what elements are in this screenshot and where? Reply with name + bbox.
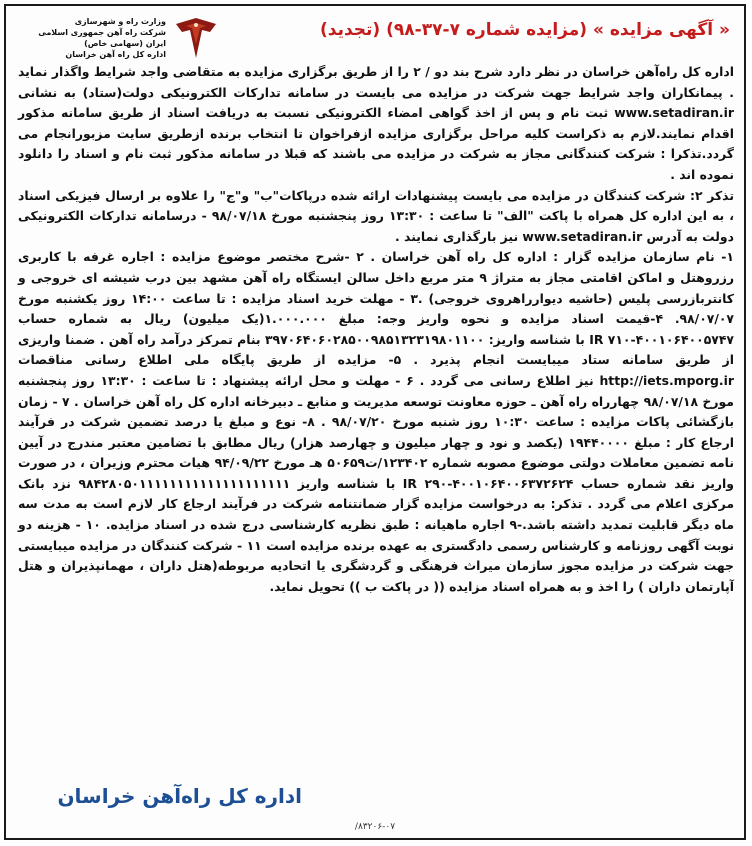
- renewal-label: (تجدید): [320, 20, 381, 40]
- logo-line-2: شرکت راه آهن جمهوری اسلامی ایران (سهامی خاص): [38, 28, 166, 48]
- notice-header: [6, 6, 744, 68]
- logo-line-1: وزارت راه و شهرسازی: [74, 17, 166, 26]
- issuer-signature: اداره کل راه‌آهن خراسان: [57, 784, 302, 808]
- railway-logo: [16, 14, 226, 66]
- reference-code: ۸۳۲۰۶-۰۷/: [354, 822, 396, 832]
- tender-number: (مزایده شماره ۷-۳۷-۹۸): [386, 20, 588, 40]
- notice-title: [320, 20, 730, 40]
- paragraph-note-2: تذکر ۲: شرکت کنندگان در مزایده می بایست پیشنهادات ارائه شده درپاکات"ب" و"ج" را علاوه بر ارسال فیزیکی اسناد ، به این اداره کل همراه با پاکت "الف" تا ساعت : ۱۳:۳۰ روز پنجشنبه مورخ ۹۸/۰۷/۱۸ - درسامانه تدارکات الکترونیکی دولت به آدرس www.setadiran.ir نیز بارگذاری نمایند .: [18, 187, 734, 244]
- tender-notice: [4, 4, 746, 840]
- logo-line-3: اداره کل راه آهن خراسان: [65, 50, 166, 59]
- paragraph-intro: اداره کل راه‌آهن خراسان در نظر دارد شرح بند دو / ۲ را از طریق برگزاری مزایده به متقاضی واجد شرایط واگذار نماید . پیمانکاران واجد شرایط جهت شرکت در مزایده می بایست در سامانه تدارکات الکترونیکی دولت(ستاد) به نشانی www.setadiran.ir ثبت نام و پس از اخذ گواهی امضاء الکترونیکی نسبت به دریافت اسناد از طریق سامانه مذکور اقدام نمایند.لازم به ذکراست کلیه مراحل برگزاری مزایده ازفراخوان تا انتخاب برنده ازطریق سایت مزبورانجام می گردد.تذکرا : شرکت کنندگانی مجاز به شرکت در مزایده می باشند که قبلا در سامانه مذکور ثبت نام و اسناد را دانلود نموده اند .: [18, 64, 735, 182]
- logo-text: [16, 16, 166, 60]
- notice-body: [18, 62, 734, 597]
- paragraph-terms: ۱- نام سازمان مزایده گزار : اداره کل راه آهن خراسان . ۲ -شرح مختصر موضوع مزایده : اجاره غرفه با کاربری رزروهتل و اماکن اقامتی مجاز به متراژ ۹ متر مربع داخل سالن ایستگاه راه آهن مشهد بین درب شیشه ای خروجی و کانتربازرسی پلیس (حاشیه دیوارراهروی خروجی) .۳ - مهلت خرید اسناد مزایده : تا ساعت ۱۴:۰۰ روز یکشنبه مورخ ۹۸/۰۷/۰۷. ۴-قیمت اسناد مزایده و نحوه واریز وجه: مبلغ ۱.۰۰۰.۰۰۰(یک میلیون) ریال به شماره حساب ۴۰۰۱۰۶۴۰۰۵۷۴۷-۷۱۰ IR با شناسه واریز: ۳۹۷۰۶۴۰۶۰۲۸۵۰۰۹۸۵۱۳۲۳۱۹۸۰۱۱۰۰ بنام تمرکز درآمد راه آهن . ضمنا واریزی از طریق سامانه ستاد میبایست انجام پذیرد . ۵- مزایده از طریق پایگاه ملی اطلاع رسانی مناقصات http://iets.mporg.ir نیز اطلاع رسانی می گردد . ۶ - مهلت و محل ارائه پیشنهاد : تا ساعت : ۱۳:۳۰ روز پنجشنبه مورخ ۹۸/۰۷/۱۸ چهارراه راه آهن ـ حوزه معاونت توسعه مدیریت و منابع ـ دبیرخانه اداره کل راه آهن خراسان . ۷ - زمان بازگشائی پاکات مزایده : ساعت ۱۰:۳۰ روز شنبه مورخ ۹۸/۰۷/۲۰ . ۸- نوع و مبلغ یا درصد تضمین شرکت در فرآیند ارجاع کار : مبلغ ۱۹۴۴۰۰۰۰ (یکصد و نود و چهار میلیون و چهارصد هزار) ریال مطابق با تضامین معتبر مندرج در آیین نامه تضمین معاملات دولتی موضوع مصوبه شماره ۱۲۳۴۰۲/ت۵۰۶۵۹ هـ مورخ ۹۴/۰۹/۲۲ هیات محترم وزیران ، در صورت واریز نقد شماره حساب ۴۰۰۱۰۶۴۰۰۶۳۷۲۶۲۴-۲۹۰ IR با شناسه واریز ۹۸۴۲۸۰۵۰۱۱۱۱۱۱۱۱۱۱۱۱۱۱۱۱۱۱۱۱ نزد بانک مرکزی اعلام می گردد . تذکر: به درخواست مزایده گزار ضمانتنامه شرکت در فرآیند ارجاع کار لازم است به مدت سه ماه دیگر قابلیت تمدید داشته باشد.-۹ اجاره ماهیانه : طبق نظریه کارشناسی درج شده در اسناد مزایده. ۱۰ - هزینه دو نوبت آگهی روزنامه و کارشناس رسمی دادگستری به عهده برنده مزایده است ۱۱ - شرکت کنندگان در مزایده میبایستی جهت شرکت در مزایده مجوز سازمان میراث فرهنگی و گردشگری یا اتحادیه مربوطه(هتل داران ، مهمانپذیران و هتل آپارتمان داران ) را اخذ و به همراه اسناد مزایده (( در پاکت ب )) تحویل نماید.: [18, 249, 735, 594]
- title-label: « آگهی مزایده »: [592, 20, 730, 40]
- railway-emblem-icon: [172, 14, 220, 62]
